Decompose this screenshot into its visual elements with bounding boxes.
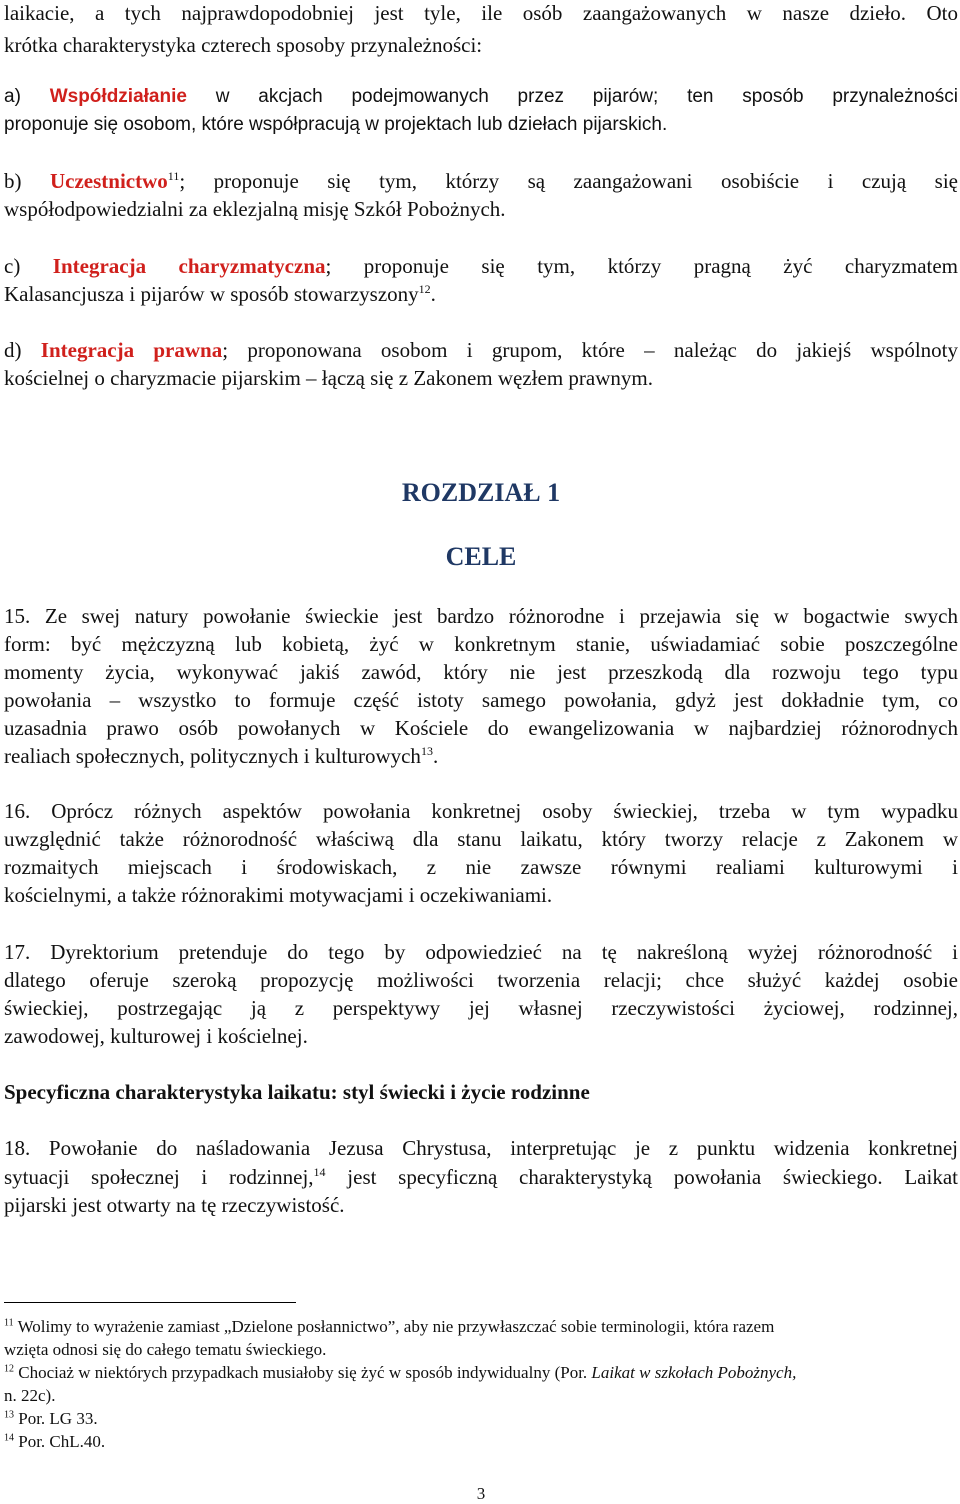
paragraph-15-last-end: . xyxy=(432,744,439,768)
paragraph-17-line: zawodowej, kulturowej i kościelnej. xyxy=(4,1024,308,1048)
intro-line-1: laikacie, a tych najprawdopodobniej jest tyle, ile osób zaangażowanych w nasze dzieło. Oto xyxy=(4,1,958,25)
item-c-line-2-text: Kalasancjusza i pijarów w sposób stowarzyszony xyxy=(4,282,419,306)
footnote-13 xyxy=(4,1408,958,1429)
item-d-marker: d) xyxy=(4,338,22,362)
item-b-line-2: współodpowiedzialni za eklezjalną misję Szkół Pobożnych. xyxy=(4,197,506,221)
footnote-11-line-2: wzięta odnosi się do całego tematu świeckiego. xyxy=(4,1340,327,1359)
intro-line-2: krótka charakterystyka czterech sposoby przynależności: xyxy=(4,33,483,57)
item-d-text: ; proponowana osobom i grupom, które – należąc do jakiejś wspólnoty xyxy=(222,338,958,362)
paragraph-18-line-2b: jest specyficzną charakterystyką powołania świeckiego. Laikat xyxy=(325,1165,958,1189)
item-a-line-1 xyxy=(4,84,958,110)
paragraph-16-line: kościelnymi, a także różnorakimi motywacjami i oczekiwaniami. xyxy=(4,883,553,907)
footnote-ref-14: 14 xyxy=(313,1165,326,1179)
item-c-term: Integracja charyzmatyczna xyxy=(52,254,326,278)
item-b-line-1 xyxy=(4,168,958,194)
footnote-11-text: Wolimy to wyrażenie zamiast „Dzielone posłannictwo”, aby nie przywłaszczać sobie terminologii, która razem xyxy=(13,1317,775,1336)
paragraph-16-line: rozmaitych miejscach i środowiskach, z nie zawsze równymi realiami kulturowymi i xyxy=(4,855,958,879)
item-d-term: Integracja prawna xyxy=(40,338,223,362)
item-b-term: Uczestnictwo xyxy=(49,169,168,193)
item-c-line-2-end: . xyxy=(430,282,436,306)
item-c-marker: c) xyxy=(4,254,21,278)
footnote-14 xyxy=(4,1431,958,1452)
page-number: 3 xyxy=(476,1484,486,1503)
footnote-13-number: 13 xyxy=(4,1409,14,1421)
footnote-12-number: 12 xyxy=(4,1363,14,1375)
paragraph-17-line: 17. Dyrektorium pretenduje do tego by odpowiedzieć na tę nakreśloną wyżej różnorodność i xyxy=(4,940,958,964)
paragraph-15-line: powołania – wszystko to formuje część istoty samego powołania, gdyż jest dokładnie tym, co xyxy=(4,688,958,712)
paragraph-18-line-2a: sytuacji społecznej i rodzinnej, xyxy=(4,1165,314,1189)
footnote-11 xyxy=(4,1316,958,1337)
footnote-14-text: Por. ChL.40. xyxy=(14,1432,106,1451)
item-a-text: w akcjach podejmowanych przez pijarów; ten sposób przynależności xyxy=(186,86,958,107)
footnote-12-title: Laikat w szkołach Pobożnych, xyxy=(591,1363,797,1382)
chapter-subtitle: CELE xyxy=(445,542,517,571)
paragraph-16-line: uwzględnić także różnorodność właściwą dla stanu laikatu, który tworzy relacje z Zakonem w xyxy=(4,827,958,851)
footnote-12-line-2: n. 22c). xyxy=(4,1386,56,1405)
paragraph-17-line: dlatego oferuje szeroką propozycję możliwości tworzenia relacji; chce służyć każdej osobie xyxy=(4,968,958,992)
item-a-line-2: proponuje się osobom, które współpracują w projektach lub dziełach pijarskich. xyxy=(4,114,668,135)
footnote-12-text: Chociaż w niektórych przypadkach musiałoby się żyć w sposób indywidualny (Por. xyxy=(14,1363,592,1382)
item-d-line-1 xyxy=(4,337,958,363)
paragraph-18-line xyxy=(4,1164,958,1190)
item-d-line-2: kościelnej o charyzmacie pijarskim – łączą się z Zakonem węzłem prawnym. xyxy=(4,366,653,390)
item-a-marker: a) xyxy=(4,86,21,107)
paragraph-15-line: form: być mężczyzną lub kobietą, żyć w konkretnym stanie, uświadamiać sobie poszczególne xyxy=(4,632,958,656)
footnote-14-number: 14 xyxy=(4,1432,14,1444)
item-c-line-1 xyxy=(4,253,958,279)
paragraph-15-line: 15. Ze swej natury powołanie świeckie jest bardzo różnorodne i przejawia się w bogactwie swych xyxy=(4,604,958,628)
item-b-text: ; proponuje się tym, którzy są zaangażowani osobiście i czują się xyxy=(179,169,958,193)
item-a-term: Współdziałanie xyxy=(49,86,187,107)
item-c-text: ; proponuje się tym, którzy pragną żyć charyzmatem xyxy=(325,254,959,278)
paragraph-16-line: 16. Oprócz różnych aspektów powołania konkretnej osoby świeckiej, trzeba w tym wypadku xyxy=(4,799,958,823)
footnote-11-number: 11 xyxy=(4,1317,14,1329)
paragraph-18-line: 18. Powołanie do naśladowania Jezusa Chrystusa, interpretując je z punktu widzenia konkretnej xyxy=(4,1136,958,1160)
chapter-title: ROZDZIAŁ 1 xyxy=(401,478,561,507)
paragraph-15-line xyxy=(4,743,958,769)
item-b-marker: b) xyxy=(4,169,22,193)
section-heading: Specyficzna charakterystyka laikatu: styl świecki i życie rodzinne xyxy=(4,1080,590,1104)
paragraph-18-line: pijarski jest otwarty na tę rzeczywistość. xyxy=(4,1193,345,1217)
footnote-13-text: Por. LG 33. xyxy=(14,1409,98,1428)
footnote-ref-13: 13 xyxy=(420,744,433,758)
item-c-line-2 xyxy=(4,281,958,307)
footnote-ref-11: 11 xyxy=(167,169,180,183)
paragraph-17-line: świeckiej, postrzegając ją z perspektywy jej własnej rzeczywistości życiowej, rodzinnej, xyxy=(4,996,958,1020)
paragraph-15-line: uzasadnia prawo osób powołanych w Kościele do ewangelizowania w najbardziej różnorodnych xyxy=(4,716,958,740)
footnote-12 xyxy=(4,1362,958,1383)
paragraph-15-line: momenty życia, wykonywać jakiś zawód, który nie jest przeszkodą dla rozwoju tego typu xyxy=(4,660,958,684)
footnote-ref-12: 12 xyxy=(418,282,431,296)
footnote-separator xyxy=(4,1302,296,1303)
paragraph-15-last-text: realiach społecznych, politycznych i kulturowych xyxy=(4,744,421,768)
